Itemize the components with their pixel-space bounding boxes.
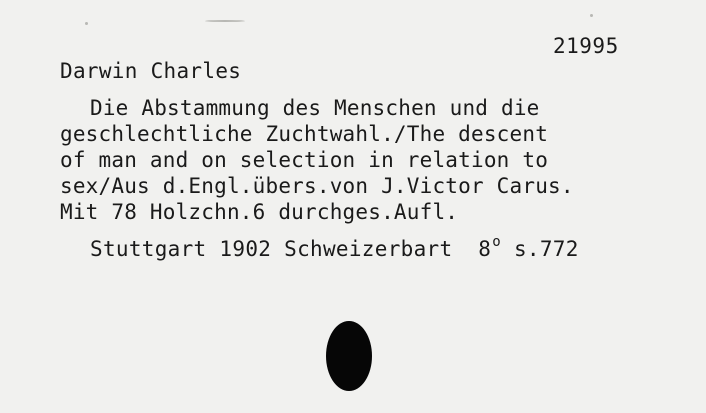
title-line: of man and on selection in relation to	[60, 148, 549, 172]
paper-speckle	[590, 14, 593, 17]
author-heading: Darwin Charles	[60, 59, 242, 83]
title-line: sex/Aus d.Engl.übers.von J.Victor Carus.	[60, 174, 574, 198]
page-count: s.772	[513, 237, 579, 261]
format-value: 8	[478, 237, 492, 261]
imprint-line	[90, 234, 579, 261]
paper-speckle	[85, 22, 88, 25]
title-line: geschlechtliche Zuchtwahl./The descent	[60, 122, 549, 146]
format-superscript: o	[492, 234, 501, 250]
title-description	[60, 95, 700, 225]
title-line: Die Abstammung des Menschen und die	[90, 96, 540, 120]
punch-hole	[326, 321, 372, 391]
imprint-publication: Stuttgart 1902 Schweizerbart	[90, 237, 453, 261]
title-line: Mit 78 Holzchn.6 durchges.Aufl.	[60, 200, 459, 224]
catalog-number: 21995	[553, 34, 619, 58]
paper-speckle	[205, 20, 245, 22]
